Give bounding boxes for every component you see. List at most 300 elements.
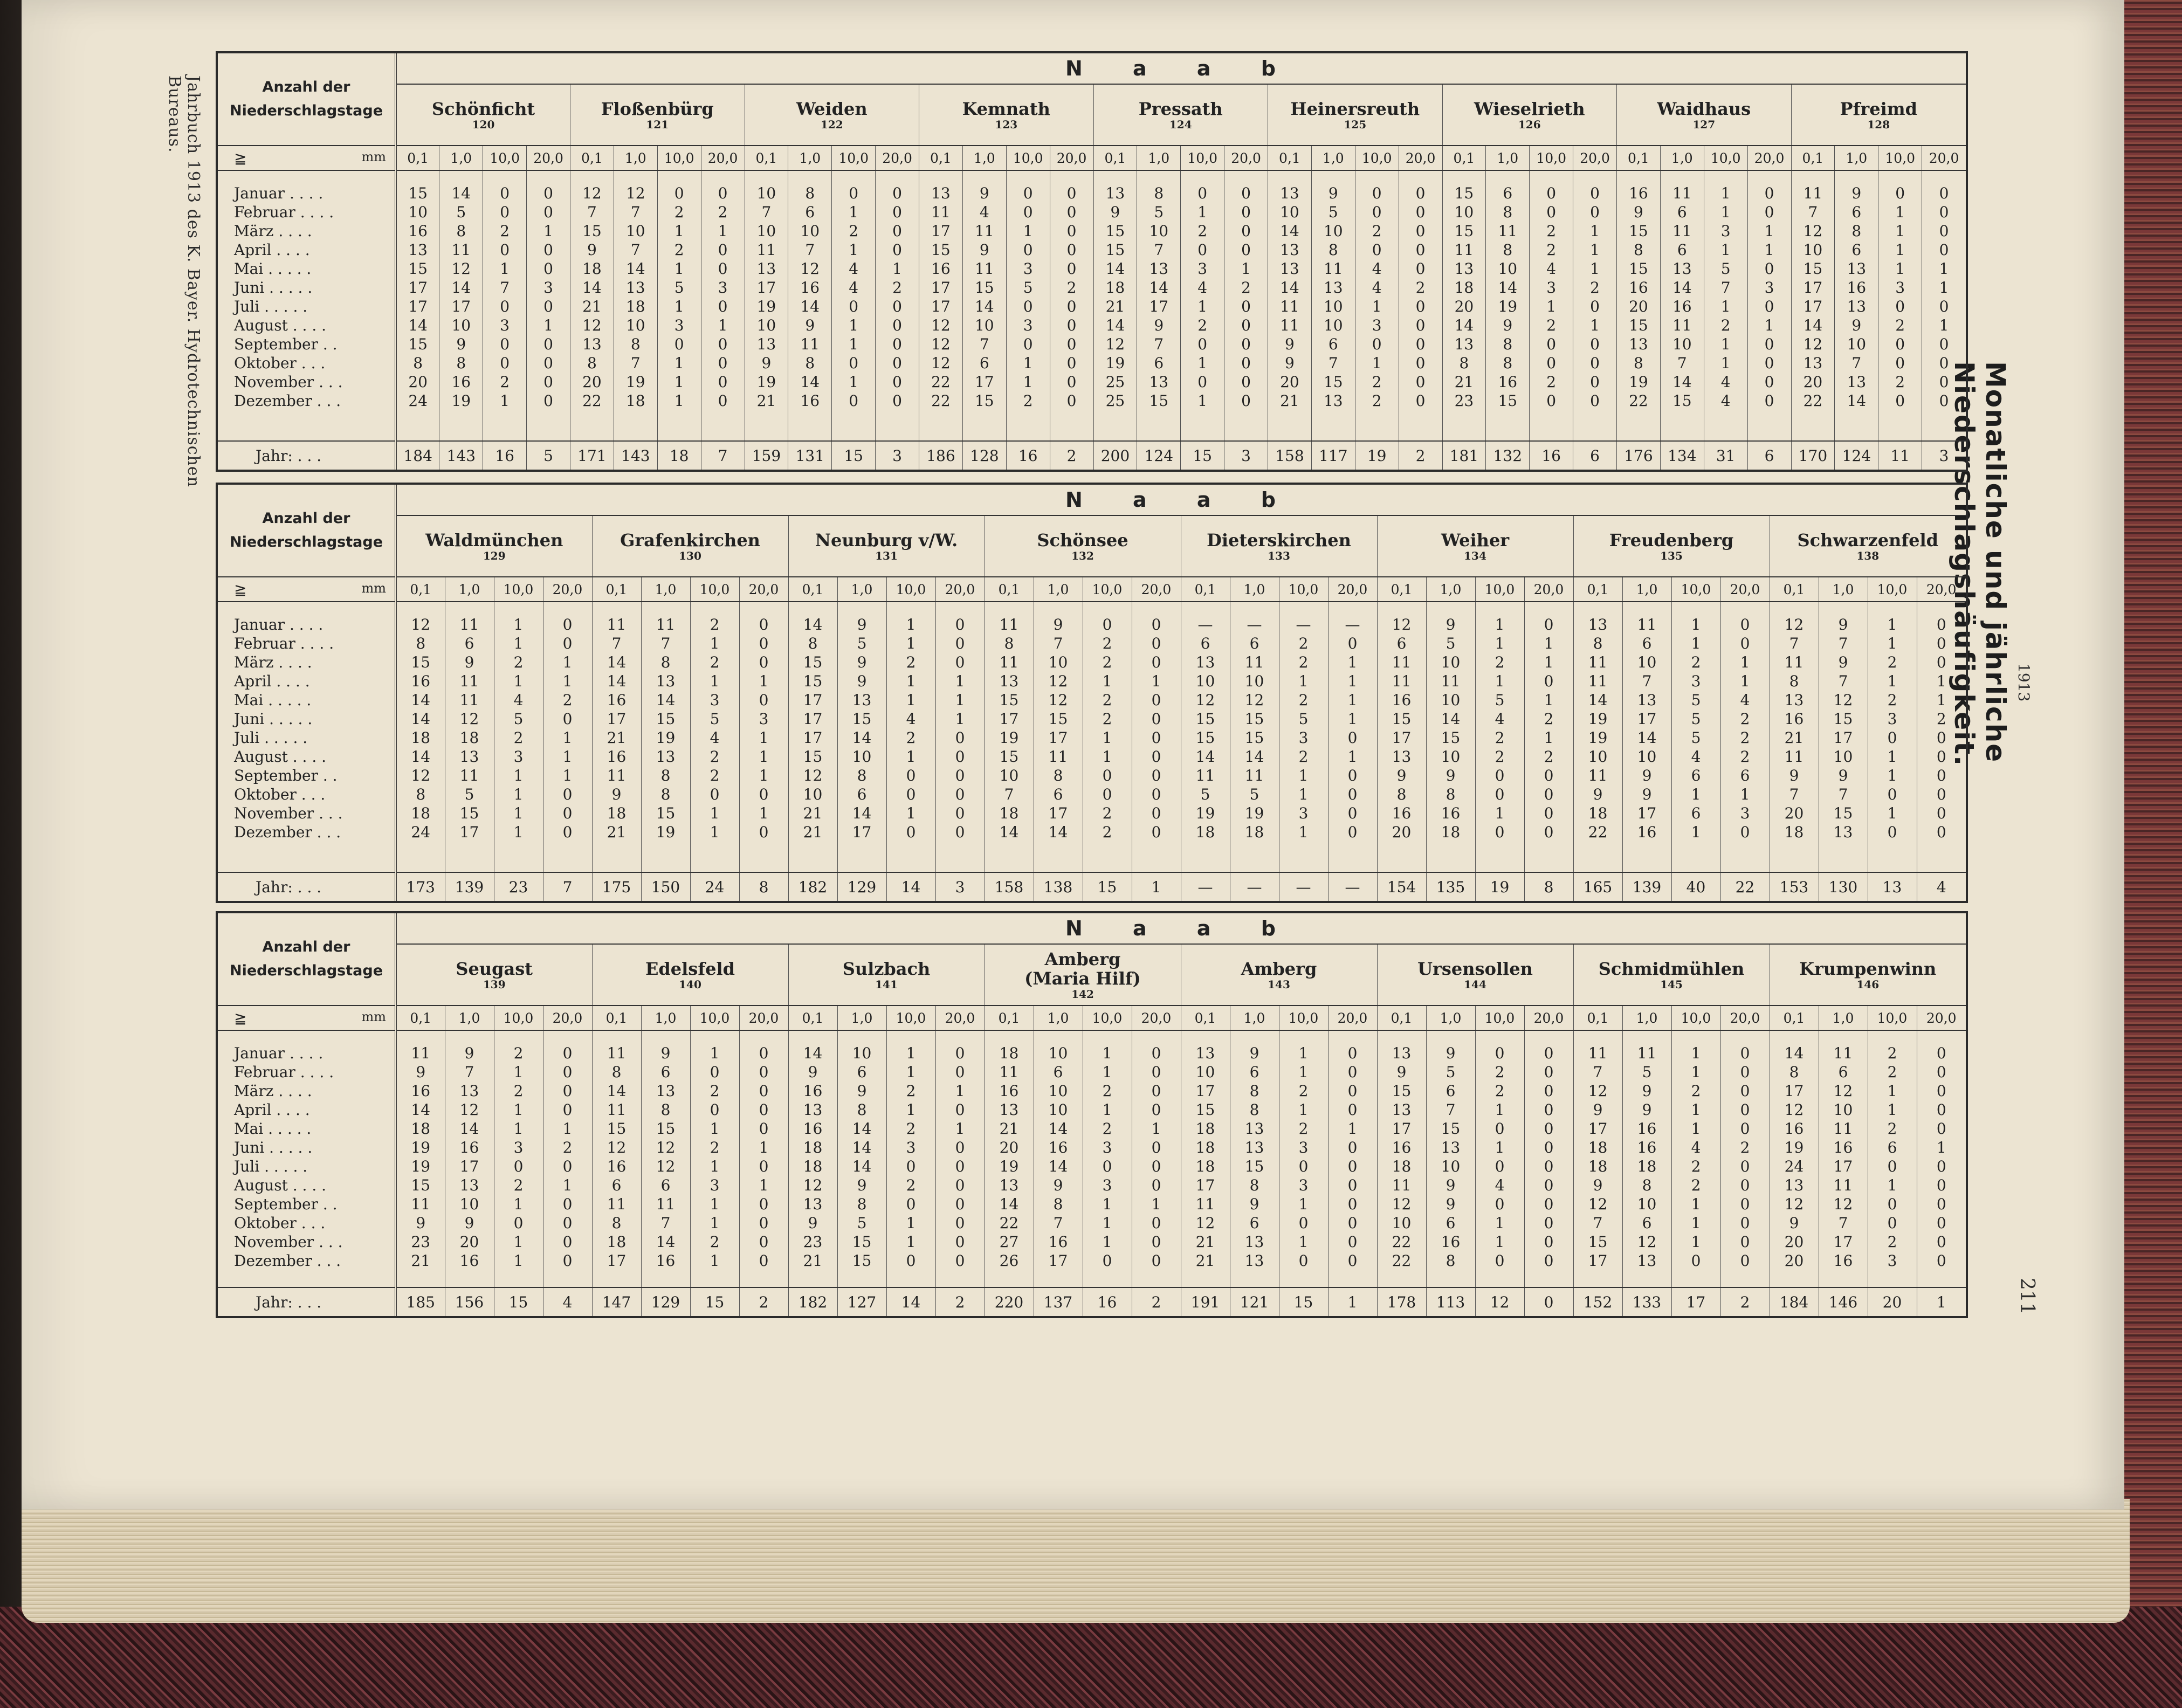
data-cell: 22 bbox=[1573, 823, 1622, 842]
data-cell: 0 bbox=[483, 240, 527, 259]
year-row bbox=[218, 872, 1966, 901]
data-cell: 10 bbox=[1426, 653, 1475, 672]
data-cell: 0 bbox=[1524, 615, 1573, 634]
data-cell: 7 bbox=[1311, 354, 1355, 373]
data-cell: 16 bbox=[1622, 1119, 1671, 1138]
data-cell: 0 bbox=[935, 1138, 985, 1157]
data-cell: 0 bbox=[935, 1251, 985, 1270]
data-cell: 2 bbox=[494, 1176, 543, 1195]
data-cell: 11 bbox=[439, 240, 483, 259]
data-cell: 10 bbox=[1034, 1082, 1083, 1100]
data-cell: 5 bbox=[1426, 1063, 1475, 1082]
data-cell: 10 bbox=[445, 1195, 494, 1214]
data-cell: 17 bbox=[1791, 278, 1835, 297]
page-stack bbox=[22, 1499, 2130, 1623]
month-row bbox=[218, 710, 1966, 728]
data-cell: 11 bbox=[1426, 672, 1475, 691]
data-cell: 11 bbox=[592, 1044, 641, 1063]
data-cell: 9 bbox=[1426, 615, 1475, 634]
data-cell: 13 bbox=[445, 1082, 494, 1100]
data-cell: 0 bbox=[935, 728, 985, 747]
data-cell: 1 bbox=[690, 1214, 739, 1232]
threshold-label: 1,0 bbox=[1819, 577, 1868, 602]
data-cell: 13 bbox=[1617, 335, 1661, 354]
data-cell: 13 bbox=[614, 278, 657, 297]
data-cell: 11 bbox=[1377, 653, 1426, 672]
data-cell: 13 bbox=[1311, 391, 1355, 410]
data-cell: 0 bbox=[886, 823, 935, 842]
year-total: 135 bbox=[1426, 872, 1475, 901]
data-cell: 0 bbox=[1747, 373, 1791, 391]
data-cell: 0 bbox=[1524, 1100, 1573, 1119]
data-cell: 10 bbox=[439, 316, 483, 335]
data-cell: 1 bbox=[690, 634, 739, 653]
data-cell: 1 bbox=[1279, 1100, 1328, 1119]
unit-mm: mm bbox=[361, 149, 386, 164]
data-cell: 8 bbox=[1442, 354, 1486, 373]
threshold-label: 0,1 bbox=[1377, 577, 1426, 602]
data-cell: 14 bbox=[1093, 259, 1137, 278]
data-cell: 1 bbox=[1279, 1063, 1328, 1082]
station-name: Dieterskirchen bbox=[1207, 530, 1351, 550]
data-cell: 0 bbox=[1132, 747, 1181, 766]
data-cell: 0 bbox=[1878, 335, 1922, 354]
data-cell: 19 bbox=[1181, 804, 1230, 823]
data-cell: 0 bbox=[1328, 1214, 1377, 1232]
threshold-label: 0,1 bbox=[1268, 146, 1312, 170]
data-cell: 0 bbox=[527, 240, 570, 259]
threshold-label: 0,1 bbox=[396, 577, 445, 602]
month-label: Juni . . . . . bbox=[218, 278, 396, 297]
data-cell: 8 bbox=[1486, 335, 1530, 354]
data-cell: 15 bbox=[396, 653, 445, 672]
data-cell: 0 bbox=[739, 1232, 788, 1251]
data-cell: 2 bbox=[1399, 278, 1442, 297]
data-cell: 15 bbox=[592, 1119, 641, 1138]
data-cell: 14 bbox=[1034, 1119, 1083, 1138]
data-cell: 0 bbox=[1868, 1195, 1917, 1214]
data-cell: 0 bbox=[739, 1063, 788, 1082]
data-cell: 8 bbox=[837, 766, 886, 785]
data-cell: 11 bbox=[1034, 747, 1083, 766]
data-cell: 13 bbox=[1770, 691, 1819, 710]
data-cell: 15 bbox=[985, 747, 1034, 766]
year-total: 2 bbox=[1720, 1287, 1770, 1316]
data-cell: 1 bbox=[1524, 691, 1573, 710]
data-cell: 8 bbox=[985, 634, 1034, 653]
data-cell: 0 bbox=[1917, 634, 1966, 653]
data-cell: 0 bbox=[701, 297, 745, 316]
data-cell: 0 bbox=[1132, 1214, 1181, 1232]
data-cell: 16 bbox=[788, 278, 832, 297]
data-cell: 6 bbox=[1377, 634, 1426, 653]
data-cell: 0 bbox=[1006, 240, 1050, 259]
data-cell: 9 bbox=[1573, 1176, 1622, 1195]
data-cell: 1 bbox=[1328, 653, 1377, 672]
data-cell: 13 bbox=[641, 747, 690, 766]
data-cell: 16 bbox=[1622, 1138, 1671, 1157]
station-header bbox=[1377, 515, 1573, 577]
data-cell: 1 bbox=[1475, 615, 1524, 634]
data-cell: 11 bbox=[592, 766, 641, 785]
river-name: N a a b bbox=[396, 913, 1966, 944]
data-cell: 0 bbox=[739, 1251, 788, 1270]
data-cell: 0 bbox=[1747, 184, 1791, 203]
month-label: Mai . . . . . bbox=[218, 691, 396, 710]
data-cell: 1 bbox=[690, 1251, 739, 1270]
data-cell: 17 bbox=[1034, 1251, 1083, 1270]
data-cell: 15 bbox=[1093, 222, 1137, 240]
data-cell: 12 bbox=[1093, 335, 1137, 354]
data-cell: 2 bbox=[1524, 710, 1573, 728]
station-header bbox=[1770, 944, 1966, 1005]
river-row bbox=[218, 485, 1966, 515]
data-cell: 15 bbox=[1819, 710, 1868, 728]
data-cell: 0 bbox=[1328, 766, 1377, 785]
spacer-row bbox=[218, 602, 1966, 615]
data-cell: 14 bbox=[1268, 222, 1312, 240]
data-cell: 18 bbox=[985, 1044, 1034, 1063]
data-cell: 21 bbox=[592, 823, 641, 842]
river-row bbox=[218, 53, 1966, 84]
data-cell: 3 bbox=[494, 747, 543, 766]
data-cell: 1 bbox=[1475, 1138, 1524, 1157]
data-cell: 13 bbox=[1268, 240, 1312, 259]
data-cell: 19 bbox=[1617, 373, 1661, 391]
threshold-label: 0,1 bbox=[1442, 146, 1486, 170]
data-cell: 4 bbox=[1671, 1138, 1720, 1157]
threshold-label: 20,0 bbox=[1720, 577, 1770, 602]
data-cell: 13 bbox=[1819, 823, 1868, 842]
data-cell: 0 bbox=[876, 316, 919, 335]
data-cell: 21 bbox=[1181, 1232, 1230, 1251]
table-block-1 bbox=[216, 51, 1968, 472]
threshold-label: 10,0 bbox=[690, 577, 739, 602]
data-cell: 0 bbox=[1524, 823, 1573, 842]
data-cell: 5 bbox=[1181, 785, 1230, 804]
data-cell: 1 bbox=[1573, 259, 1617, 278]
data-cell: 5 bbox=[445, 785, 494, 804]
month-label: Juni . . . . . bbox=[218, 710, 396, 728]
data-cell: 8 bbox=[1770, 672, 1819, 691]
data-cell: 19 bbox=[1230, 804, 1279, 823]
data-cell: 0 bbox=[1720, 1251, 1770, 1270]
data-cell: 0 bbox=[527, 354, 570, 373]
threshold-label: 0,1 bbox=[1093, 146, 1137, 170]
station-row bbox=[218, 84, 1966, 146]
data-cell: 1 bbox=[1922, 259, 1966, 278]
data-cell: 11 bbox=[1573, 766, 1622, 785]
data-cell: 25 bbox=[1093, 391, 1137, 410]
data-cell: 20 bbox=[1268, 373, 1312, 391]
data-cell: 10 bbox=[1181, 1063, 1230, 1082]
data-cell: 4 bbox=[494, 691, 543, 710]
threshold-label: 20,0 bbox=[1328, 1005, 1377, 1030]
data-cell: 3 bbox=[1355, 316, 1399, 335]
data-cell: 0 bbox=[543, 1044, 592, 1063]
data-cell: 17 bbox=[788, 728, 837, 747]
data-cell: 0 bbox=[483, 297, 527, 316]
threshold-label: 1,0 bbox=[837, 577, 886, 602]
year-total: 22 bbox=[1720, 872, 1770, 901]
data-cell: 0 bbox=[1917, 1157, 1966, 1176]
data-cell: 22 bbox=[570, 391, 614, 410]
data-cell: 11 bbox=[1573, 1044, 1622, 1063]
data-cell: 1 bbox=[690, 1195, 739, 1214]
data-cell: 1 bbox=[1083, 1195, 1132, 1214]
threshold-label: 1,0 bbox=[788, 146, 832, 170]
data-cell: 0 bbox=[1747, 335, 1791, 354]
data-cell: 4 bbox=[1530, 259, 1573, 278]
data-cell: 2 bbox=[1671, 1082, 1720, 1100]
data-cell: 1 bbox=[1530, 297, 1573, 316]
threshold-label: 10,0 bbox=[690, 1005, 739, 1030]
year-total: 175 bbox=[592, 872, 641, 901]
year-total: 158 bbox=[985, 872, 1034, 901]
station-header bbox=[1093, 84, 1268, 146]
month-row bbox=[218, 634, 1966, 653]
threshold-label: 20,0 bbox=[935, 577, 985, 602]
threshold-label: 20,0 bbox=[739, 577, 788, 602]
month-row bbox=[218, 1232, 1966, 1251]
data-cell: 12 bbox=[1770, 615, 1819, 634]
data-cell: 11 bbox=[1622, 615, 1671, 634]
data-cell: 8 bbox=[641, 766, 690, 785]
year-total: 3 bbox=[935, 872, 985, 901]
threshold-label: 0,1 bbox=[985, 577, 1034, 602]
threshold-label: 0,1 bbox=[1377, 1005, 1426, 1030]
data-cell: 0 bbox=[1083, 1251, 1132, 1270]
data-cell: 18 bbox=[788, 1157, 837, 1176]
data-cell: 25 bbox=[1093, 373, 1137, 391]
data-cell: 1 bbox=[886, 1063, 935, 1082]
data-cell: 16 bbox=[1770, 710, 1819, 728]
data-cell: 2 bbox=[1083, 634, 1132, 653]
year-total: 200 bbox=[1093, 441, 1137, 470]
data-cell: 0 bbox=[1917, 1214, 1966, 1232]
data-cell: 0 bbox=[690, 1100, 739, 1119]
year-total: 124 bbox=[1137, 441, 1181, 470]
data-cell: 13 bbox=[1622, 691, 1671, 710]
data-cell: 9 bbox=[445, 1044, 494, 1063]
data-cell: 19 bbox=[1486, 297, 1530, 316]
data-cell: 0 bbox=[1524, 1082, 1573, 1100]
data-cell: 9 bbox=[962, 240, 1006, 259]
data-cell: 2 bbox=[1475, 1082, 1524, 1100]
data-cell: 13 bbox=[1791, 354, 1835, 373]
station-header bbox=[570, 84, 745, 146]
data-cell: 6 bbox=[962, 354, 1006, 373]
threshold-label: 1,0 bbox=[1819, 1005, 1868, 1030]
month-row bbox=[218, 259, 1966, 278]
year-total: 134 bbox=[1660, 441, 1704, 470]
data-cell: 21 bbox=[1268, 391, 1312, 410]
data-cell: 11 bbox=[1442, 240, 1486, 259]
data-cell: 2 bbox=[1279, 691, 1328, 710]
data-cell: 1 bbox=[832, 316, 876, 335]
data-cell: 1 bbox=[1720, 785, 1770, 804]
data-cell: 16 bbox=[396, 672, 445, 691]
data-cell: 2 bbox=[1279, 1082, 1328, 1100]
data-cell: 18 bbox=[1181, 1138, 1230, 1157]
data-cell: 17 bbox=[1770, 1082, 1819, 1100]
threshold-label: 10,0 bbox=[1878, 146, 1922, 170]
data-cell: 0 bbox=[1917, 823, 1966, 842]
data-cell: 1 bbox=[1671, 1119, 1720, 1138]
data-cell: 14 bbox=[1181, 747, 1230, 766]
data-cell: 1 bbox=[832, 240, 876, 259]
year-total: 154 bbox=[1377, 872, 1426, 901]
data-cell: 0 bbox=[1399, 184, 1442, 203]
data-cell: 7 bbox=[641, 1214, 690, 1232]
data-cell: 8 bbox=[1230, 1100, 1279, 1119]
data-cell: 14 bbox=[1660, 278, 1704, 297]
station-name: Seugast bbox=[456, 959, 533, 979]
data-cell: 3 bbox=[1181, 259, 1224, 278]
year-total: 12 bbox=[1475, 1287, 1524, 1316]
data-cell: 4 bbox=[832, 278, 876, 297]
data-cell: 7 bbox=[1573, 1063, 1622, 1082]
data-cell: 24 bbox=[1770, 1157, 1819, 1176]
data-cell: 1 bbox=[1868, 634, 1917, 653]
station-header bbox=[592, 515, 788, 577]
data-cell: 0 bbox=[739, 634, 788, 653]
data-cell: 15 bbox=[837, 710, 886, 728]
data-cell: 10 bbox=[1426, 691, 1475, 710]
data-cell: 20 bbox=[396, 373, 439, 391]
data-cell: 1 bbox=[1671, 1214, 1720, 1232]
data-cell: 11 bbox=[1819, 1044, 1868, 1063]
data-cell: 8 bbox=[837, 1195, 886, 1214]
data-cell: 12 bbox=[396, 615, 445, 634]
data-cell: 0 bbox=[1224, 316, 1268, 335]
data-cell: 0 bbox=[690, 785, 739, 804]
month-label: November . . . bbox=[218, 804, 396, 823]
data-cell: 1 bbox=[1922, 278, 1966, 297]
data-cell: 0 bbox=[1530, 335, 1573, 354]
data-cell: 0 bbox=[1132, 728, 1181, 747]
data-cell: 0 bbox=[1355, 335, 1399, 354]
data-cell: 0 bbox=[1878, 391, 1922, 410]
station-name: Kemnath bbox=[962, 99, 1050, 119]
data-cell: 8 bbox=[1230, 1082, 1279, 1100]
data-cell: 18 bbox=[1426, 823, 1475, 842]
month-label: Juni . . . . . bbox=[218, 1138, 396, 1157]
data-cell: 2 bbox=[657, 240, 701, 259]
data-cell: 11 bbox=[788, 335, 832, 354]
data-cell: 8 bbox=[1377, 785, 1426, 804]
data-cell: 3 bbox=[494, 1138, 543, 1157]
data-cell: 1 bbox=[494, 823, 543, 842]
data-cell: 16 bbox=[1377, 691, 1426, 710]
data-cell: 1 bbox=[739, 1176, 788, 1195]
station-name: Schönficht bbox=[431, 99, 535, 119]
data-cell: 16 bbox=[445, 1251, 494, 1270]
data-cell: 14 bbox=[592, 1082, 641, 1100]
data-cell: 5 bbox=[837, 634, 886, 653]
station-name: Schmidmühlen bbox=[1598, 959, 1745, 979]
data-cell: 1 bbox=[1132, 1119, 1181, 1138]
data-cell: 0 bbox=[1720, 1100, 1770, 1119]
data-cell: 1 bbox=[1747, 240, 1791, 259]
month-label: August . . . . bbox=[218, 316, 396, 335]
data-cell: 8 bbox=[788, 354, 832, 373]
data-cell: 10 bbox=[1573, 747, 1622, 766]
data-cell: 4 bbox=[1475, 1176, 1524, 1195]
data-cell: 0 bbox=[1917, 804, 1966, 823]
data-cell: 1 bbox=[1917, 672, 1966, 691]
data-cell: 1 bbox=[1747, 316, 1791, 335]
data-cell: 6 bbox=[641, 1176, 690, 1195]
data-cell: 10 bbox=[1034, 653, 1083, 672]
data-cell: 0 bbox=[657, 335, 701, 354]
data-cell: 17 bbox=[1034, 804, 1083, 823]
spacer-row bbox=[218, 1030, 1966, 1044]
month-row bbox=[218, 785, 1966, 804]
data-cell: 13 bbox=[1377, 1044, 1426, 1063]
data-cell: 17 bbox=[1819, 728, 1868, 747]
data-cell: 0 bbox=[876, 373, 919, 391]
data-cell: 22 bbox=[1791, 391, 1835, 410]
threshold-label: 20,0 bbox=[1747, 146, 1791, 170]
data-cell: 0 bbox=[1573, 335, 1617, 354]
data-cell: 1 bbox=[1524, 653, 1573, 672]
data-cell: 1 bbox=[1704, 240, 1747, 259]
data-cell: 1 bbox=[739, 672, 788, 691]
data-cell: 6 bbox=[1230, 634, 1279, 653]
data-cell: 0 bbox=[1132, 1176, 1181, 1195]
data-cell: 2 bbox=[1720, 747, 1770, 766]
data-cell: 1 bbox=[1181, 391, 1224, 410]
data-cell: 0 bbox=[1328, 1082, 1377, 1100]
data-cell: 0 bbox=[1922, 354, 1966, 373]
month-label: März . . . . bbox=[218, 222, 396, 240]
data-cell: 19 bbox=[439, 391, 483, 410]
data-cell: 5 bbox=[1671, 710, 1720, 728]
station-number: 146 bbox=[1856, 978, 1880, 991]
data-cell: 1 bbox=[657, 222, 701, 240]
data-cell: 21 bbox=[570, 297, 614, 316]
year-total: 11 bbox=[1878, 441, 1922, 470]
data-cell: 0 bbox=[1181, 184, 1224, 203]
data-cell: 13 bbox=[396, 240, 439, 259]
data-cell: 2 bbox=[1530, 316, 1573, 335]
data-cell: 0 bbox=[543, 785, 592, 804]
data-cell: 1 bbox=[543, 1176, 592, 1195]
data-cell: 1 bbox=[1868, 1100, 1917, 1119]
data-cell: 1 bbox=[494, 1100, 543, 1119]
data-cell: 0 bbox=[1132, 1100, 1181, 1119]
data-cell: 11 bbox=[1660, 222, 1704, 240]
station-number: 127 bbox=[1692, 118, 1716, 131]
station-name: Wieselrieth bbox=[1474, 99, 1585, 119]
month-row bbox=[218, 747, 1966, 766]
stub-title: Anzahl der Niederschlagstage bbox=[218, 485, 396, 577]
month-label: September . . bbox=[218, 766, 396, 785]
station-number: 134 bbox=[1464, 549, 1486, 562]
year-total: 127 bbox=[837, 1287, 886, 1316]
data-cell: 0 bbox=[1917, 747, 1966, 766]
month-label: September . . bbox=[218, 1195, 396, 1214]
data-cell: 2 bbox=[876, 278, 919, 297]
data-cell: 2 bbox=[701, 203, 745, 222]
data-cell: 11 bbox=[1660, 316, 1704, 335]
data-cell: 2 bbox=[1355, 373, 1399, 391]
data-cell: 19 bbox=[614, 373, 657, 391]
data-cell: 0 bbox=[1917, 728, 1966, 747]
station-name: Grafenkirchen bbox=[620, 530, 760, 550]
year-total: 121 bbox=[1230, 1287, 1279, 1316]
